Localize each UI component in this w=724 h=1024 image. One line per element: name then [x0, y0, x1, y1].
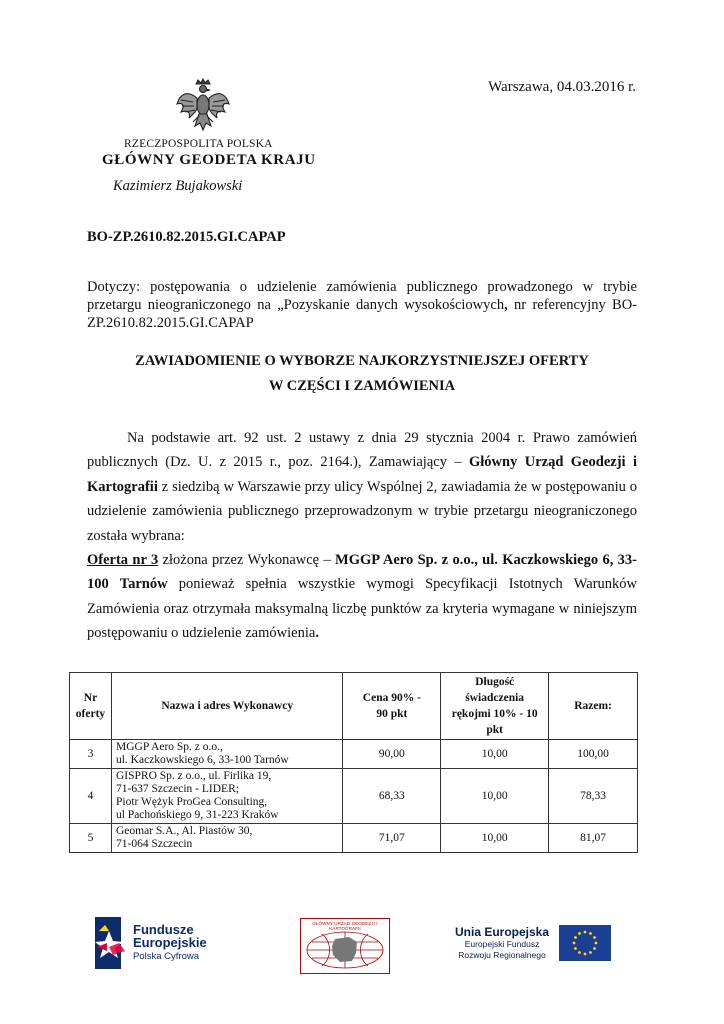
gugik-emblem-icon: [302, 928, 388, 972]
cell-nr: 4: [70, 769, 112, 824]
p2-end: .: [315, 625, 319, 642]
p1-contracting-authority: Główny Urząd Geodezji i Kartografii: [87, 454, 637, 495]
document-date: Warszawa, 04.03.2016 r.: [488, 79, 636, 95]
col-header-price: Cena 90% - 90 pkt: [343, 673, 441, 740]
fe-line2: Europejskie: [133, 935, 207, 950]
subject-paragraph: [87, 278, 637, 332]
fundusze-text: [133, 923, 207, 963]
cell-total: 78,33: [549, 769, 638, 824]
eu-flag-icon: [559, 925, 611, 961]
p1-text: Na podstawie art. 92 ust. 2 ustawy z dnia 29 stycznia 2004 r. Prawo zamówień publicznych (Dz. U. z 2015 r., poz. 2164.), Zamawiający –: [87, 430, 637, 471]
p1-rest: z siedzibą w Warszawie przy ulicy Wspólnej 2, zawiadamia że w postępowaniu o udzielenie zamówienia publicznego przeprowadzonym w trybie przetargu nieograniczonego została wybrana:: [87, 478, 637, 544]
cell-warranty: 10,00: [441, 740, 549, 769]
ue-line2: Europejski Fundusz: [464, 939, 540, 949]
table-row: [70, 769, 638, 824]
ue-line3: Rozwoju Regionalnego: [458, 950, 546, 960]
notice-heading-line1: ZAWIADOMIENIE O WYBORZE NAJKORZYSTNIEJSZEJ OFERTY: [135, 353, 589, 369]
polish-eagle-emblem-icon: [175, 78, 231, 134]
col-header-warranty: Długość świadczenia rękojmi 10% - 10 pkt: [441, 673, 549, 740]
table-row: [70, 740, 638, 769]
subject-suffix: nr referencyjny BO-ZP.2610.82.2015.GI.CAPAP: [87, 297, 637, 331]
ue-text: [455, 925, 549, 961]
cell-name: GISPRO Sp. z o.o., ul. Firlika 19, 71-637 Szczecin - LIDER; Piotr Wężyk ProGea Consulting, ul Pachońskiego 9, 31-223 Kraków: [111, 769, 342, 824]
subject-prefix: Dotyczy: postępowania o udzielenie zamówienia publicznego prowadzonego w trybie przetargu nieograniczonego na „Pozyskanie danych wysokościowych: [87, 279, 637, 313]
table-header-row: [70, 673, 638, 740]
body-paragraph-2: [87, 548, 637, 646]
fe-line1: Fundusze: [133, 922, 194, 937]
col-header-nr: Nr oferty: [70, 673, 112, 740]
cell-nr: 5: [70, 824, 112, 853]
fundusze-star-icon: [95, 917, 129, 969]
cell-warranty: 10,00: [441, 824, 549, 853]
cell-price: 68,33: [343, 769, 441, 824]
cell-total: 100,00: [549, 740, 638, 769]
fundusze-europejskie-logo: [95, 915, 210, 971]
col-header-total: Razem:: [549, 673, 638, 740]
cell-price: 90,00: [343, 740, 441, 769]
gugik-logo: [300, 918, 390, 974]
ue-line1: Unia Europejska: [455, 925, 550, 939]
reference-number: BO-ZP.2610.82.2015.GI.CAPAP: [87, 229, 286, 245]
table-row: [70, 824, 638, 853]
p2-offer-number: Oferta nr 3: [87, 552, 159, 569]
cell-nr: 3: [70, 740, 112, 769]
cell-warranty: 10,00: [441, 769, 549, 824]
cell-name: Geomar S.A., Al. Piastów 30, 71-064 Szczecin: [111, 824, 342, 853]
cell-price: 71,07: [343, 824, 441, 853]
fe-line3: Polska Cyfrowa: [133, 951, 199, 962]
offers-table: [69, 672, 638, 853]
body-paragraph-1: [87, 426, 637, 548]
footer-logos: [0, 915, 724, 975]
gugik-caption: GŁÓWNY URZĄD GEODEZJI I KARTOGRAFII: [312, 921, 378, 931]
unia-europejska-logo: [455, 921, 615, 971]
subject-comma: ,: [504, 297, 508, 313]
col-header-name: Nazwa i adres Wykonawcy: [111, 673, 342, 740]
p2-rest: ponieważ spełnia wszystkie wymogi Specyfikacji Istotnych Warunków Zamówienia oraz otrzymała maksymalną liczbę punktów za kryteria wymagane w niniejszym postępowaniu o udzielenie zamówienia: [87, 576, 637, 642]
signatory-name: Kazimierz Bujakowski: [113, 178, 243, 194]
office-title: GŁÓWNY GEODETA KRAJU: [102, 152, 316, 168]
cell-total: 81,07: [549, 824, 638, 853]
notice-heading-line2: W CZĘŚCI I ZAMÓWIENIA: [268, 378, 456, 394]
p2-text: złożona przez Wykonawcę –: [158, 552, 336, 569]
p2-contractor: MGGP Aero Sp. z o.o., ul. Kaczkowskiego 6, 33-100 Tarnów: [87, 552, 637, 593]
republic-label: RZECZPOSPOLITA POLSKA: [124, 138, 273, 150]
notice-body: [87, 426, 637, 646]
cell-name: MGGP Aero Sp. z o.o., ul. Kaczkowskiego 6, 33-100 Tarnów: [111, 740, 342, 769]
